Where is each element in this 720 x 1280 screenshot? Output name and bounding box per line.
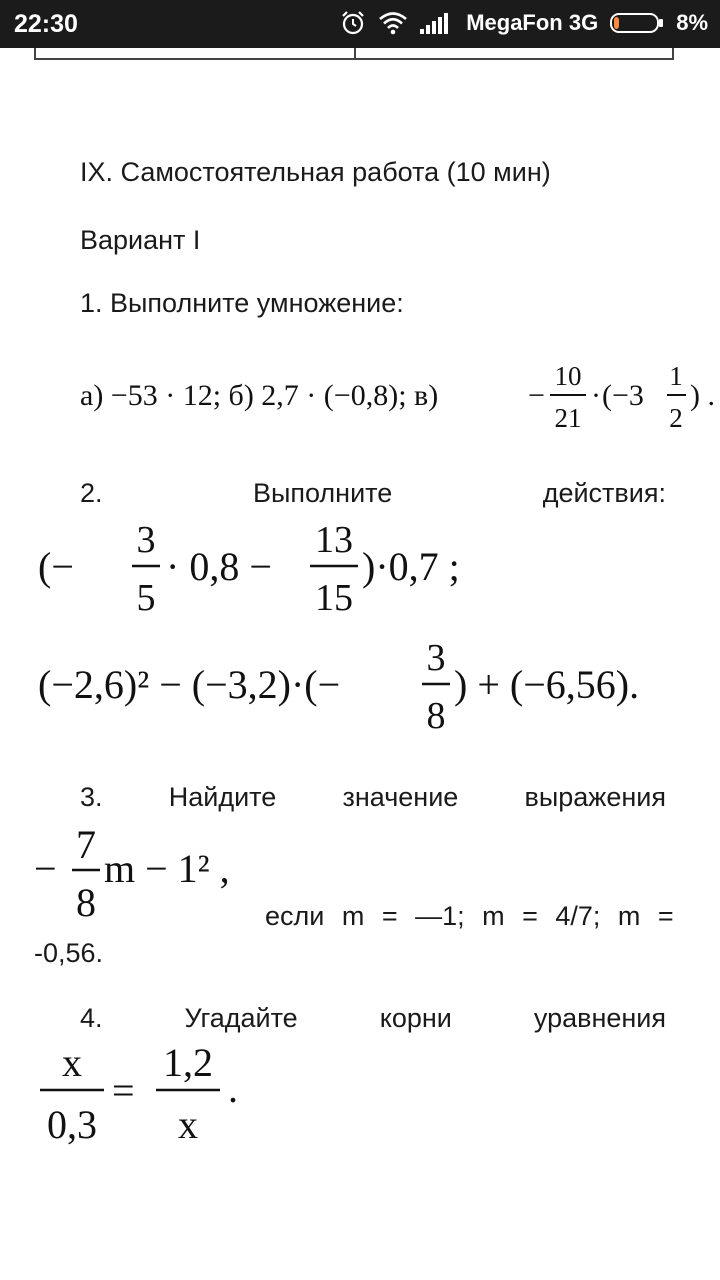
task3-condition-end: -0,56. [34,938,104,968]
table-divider [354,48,356,58]
svg-text:=: = [112,1068,135,1113]
svg-text:7: 7 [76,822,96,867]
svg-text:x: x [178,1102,198,1147]
battery-icon [610,12,664,34]
carrier-name: MegaFon 3G [466,10,599,35]
task2-title [80,478,666,509]
svg-text:) + (−6,56).: ) + (−6,56). [454,662,640,707]
task4-word-1: 4. [80,1003,103,1033]
task4-word-4: уравнения [533,1003,666,1033]
task1-frac-num: 10 [554,361,582,391]
svg-text:−: − [528,379,545,412]
task1-expr-a: а) −53 · 12; б) 2,7 · (−0,8); в) [80,379,439,412]
svg-text:· 0,8 −: · 0,8 − [166,544,272,589]
svg-text:.: . [228,1066,238,1111]
section-heading: IX. Самостоятельная работа (10 мин) [80,157,551,187]
svg-text:(−: (− [38,544,74,589]
task1-expression [80,355,720,445]
svg-text:13: 13 [315,519,353,561]
svg-text:8: 8 [426,695,446,737]
task4-equation [38,1040,298,1150]
task2-word-2: Выполните [252,478,393,508]
task3-word-1: 3. [80,782,103,812]
svg-text:1,2: 1,2 [163,1040,213,1085]
svg-text:8: 8 [76,880,96,925]
variant-label: Вариант I [80,225,201,255]
alarm-icon [340,10,366,36]
svg-text:(−2,6)² − (−3,2)·(−: (−2,6)² − (−3,2)·(− [38,662,341,707]
svg-text:15: 15 [315,577,353,619]
svg-text:m − 1² ,: m − 1² , [104,846,230,891]
status-bar [0,0,720,48]
svg-text:5: 5 [136,577,156,619]
task4-word-2: Угадайте [184,1003,298,1033]
svg-text:) .: ) . [690,379,715,412]
task1-mixed-den: 2 [669,403,683,433]
svg-text:)·0,7 ;: )·0,7 ; [362,544,460,589]
task1-frac-den: 21 [554,403,582,433]
task1-mixed-whole: (−3 [602,379,644,412]
status-right [340,10,708,36]
svg-text:3: 3 [426,637,446,679]
svg-text:0,3: 0,3 [47,1102,97,1147]
task2-expression-1 [38,518,678,618]
svg-text:−: − [34,846,57,891]
task2-expression-2 [38,636,698,736]
svg-text:3: 3 [136,519,156,561]
task3-word-2: Найдите [168,782,277,812]
task3-condition: если m = —1; m = 4/7; m = [265,901,674,931]
task1-title: 1. Выполните умножение: [80,288,404,318]
svg-text:·: · [591,379,601,412]
task2-word-1: 2. [80,478,103,508]
task2-word-3: действия: [542,478,666,508]
table-bottom-edge [34,48,674,60]
status-time: 22:30 [14,10,78,38]
task3-title [80,782,666,813]
task1-mixed-num: 1 [669,361,683,391]
task3-word-4: выражения [524,782,666,812]
svg-text:x: x [62,1040,82,1085]
signal-icon [420,11,454,35]
task3-word-3: значение [342,782,459,812]
battery-level: 8% [676,10,708,35]
task4-title [80,1003,666,1034]
task4-word-3: корни [379,1003,452,1033]
wifi-icon [378,11,408,35]
